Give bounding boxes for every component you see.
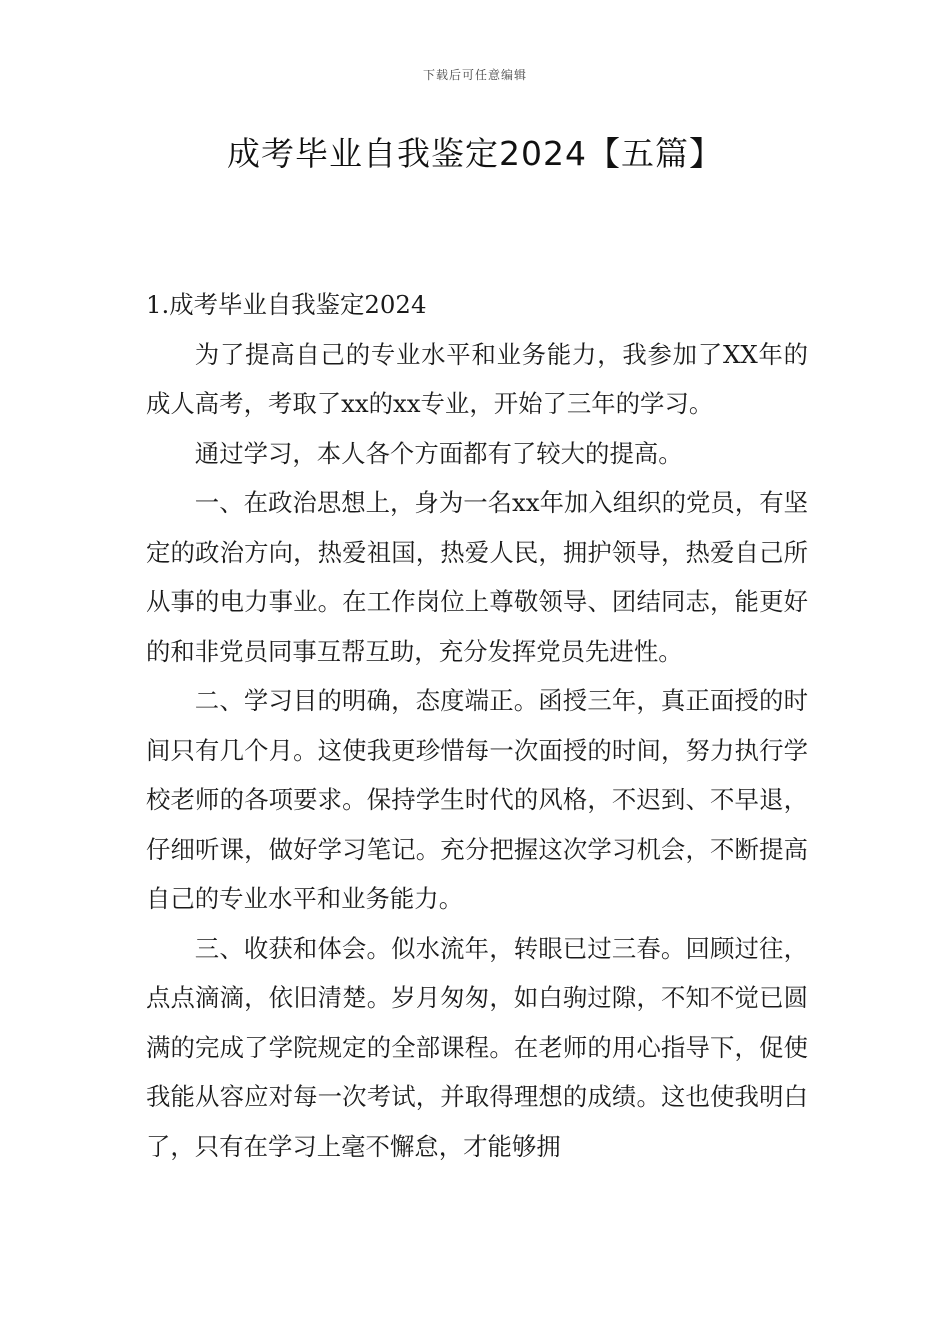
paragraph: 一、在政治思想上，身为一名xx年加入组织的党员，有坚定的政治方向，热爱祖国，热爱人民，拥护领导，热爱自己所从事的电力事业。在工作岗位上尊敬领导、团结同志，能更好的和非党员同事互帮互助，充分发挥党员先进性。 <box>146 488 808 666</box>
paragraph: 通过学习，本人各个方面都有了较大的提高。 <box>194 438 683 468</box>
paragraph: 三、收获和体会。似水流年，转眼已过三春。回顾过往，点点滴滴，依旧清楚。岁月匆匆，如白驹过隙，不知不觉已圆满的完成了学院规定的全部课程。在老师的用心指导下，促使我能从容应对每一次考试，并取得理想的成绩。这也使我明白了，只有在学习上毫不懈怠，才能够拥 <box>146 933 808 1161</box>
paragraph: 为了提高自己的专业水平和业务能力，我参加了XX年的成人高考，考取了xx的xx专业，开始了三年的学习。 <box>146 339 808 418</box>
document-body <box>146 280 808 1171</box>
paragraph: 二、学习目的明确，态度端正。函授三年，真正面授的时间只有几个月。这使我更珍惜每一次面授的时间，努力执行学校老师的各项要求。保持学生时代的风格，不迟到、不早退，仔细听课，做好学习笔记。充分把握这次学习机会，不断提高自己的专业水平和业务能力。 <box>146 686 808 913</box>
document-title: 成考毕业自我鉴定2024【五篇】 <box>227 134 723 173</box>
section-heading: 1.成考毕业自我鉴定2024 <box>146 290 427 319</box>
header-note: 下载后可任意编辑 <box>422 68 527 82</box>
